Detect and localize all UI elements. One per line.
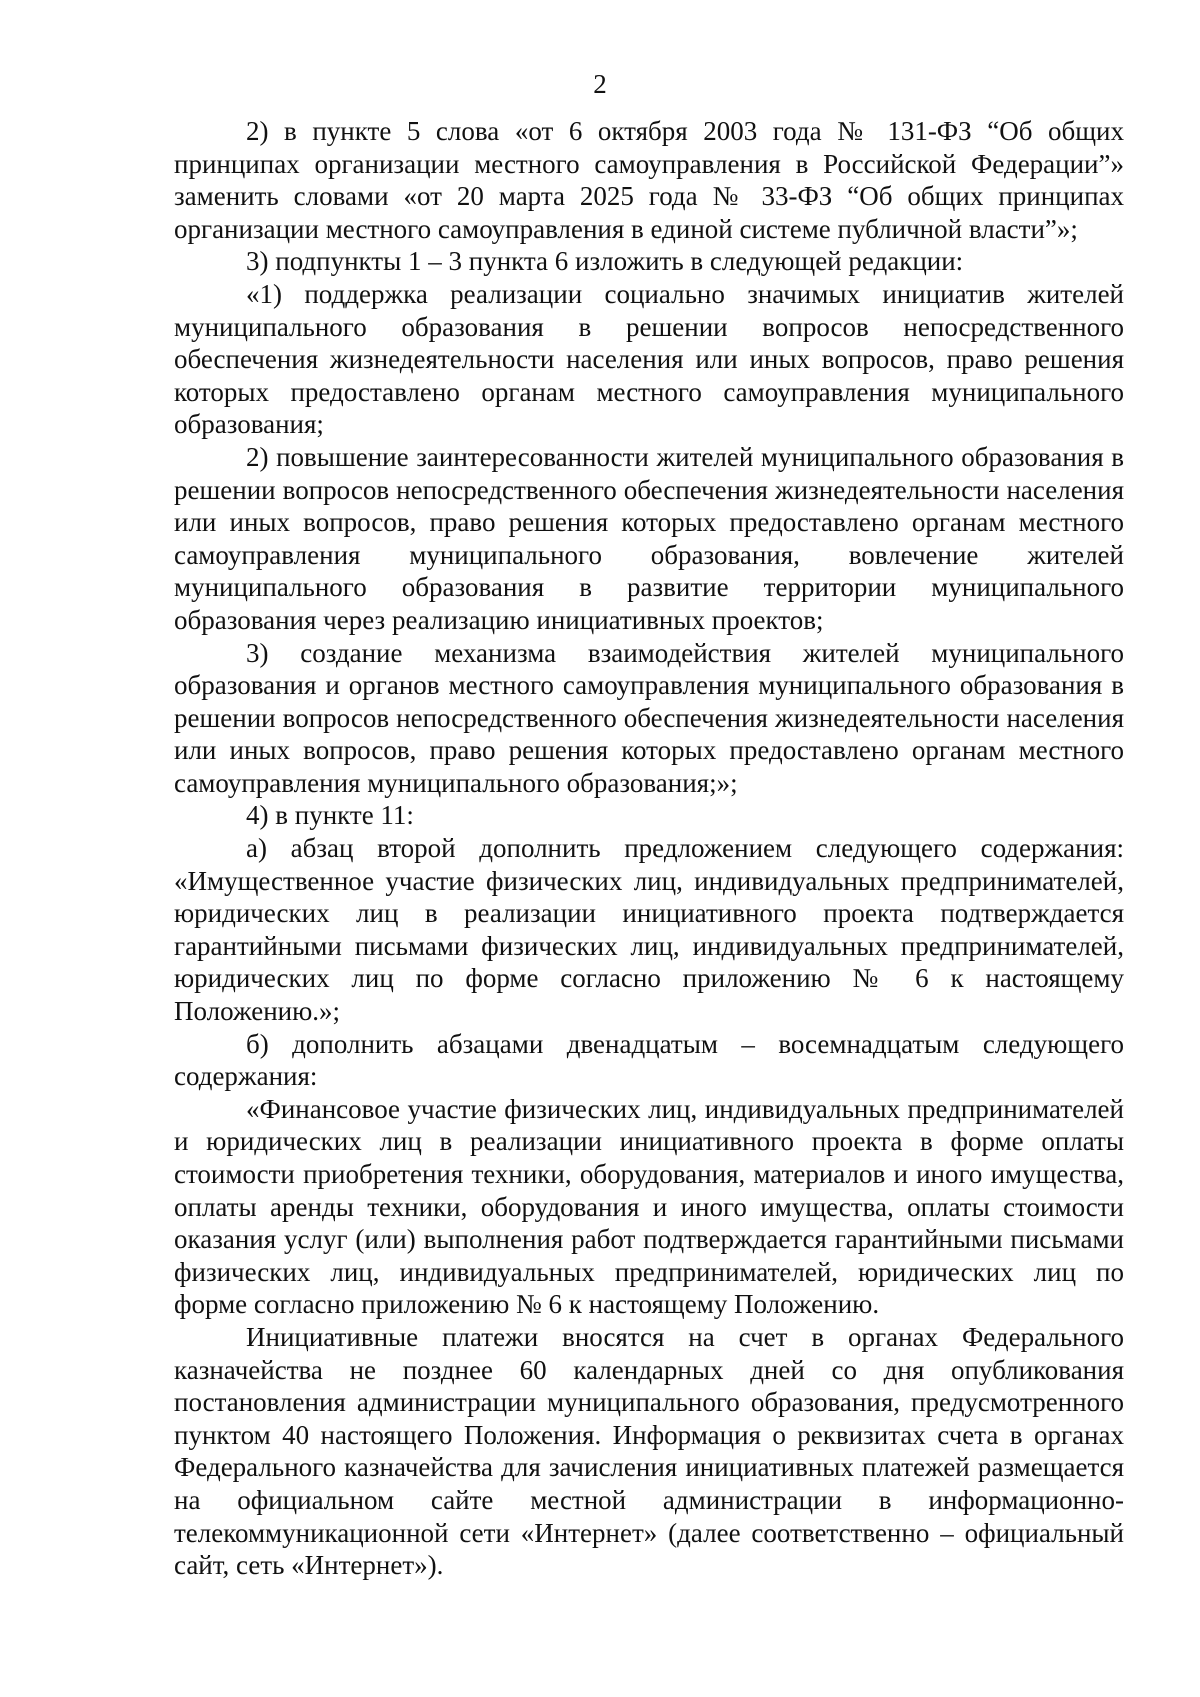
paragraph-financial-participation: «Финансовое участие физических лиц, индивидуальных предпринимателей и юридических лиц в реализации инициативного проекта в форме оплаты стоимости приобретения техники, оборудования, материалов и иного имущества, оплаты аренды техники, оборудования и иного имущества, оплаты стоимости оказания услуг (или) выполнения работ подтверждается гарантийными письмами физических лиц, индивидуальных предпринимателей, юридических лиц по форме согласно приложению № 6 к настоящему Положению. — [174, 1093, 1124, 1320]
page-number: 2 — [593, 69, 607, 99]
paragraph-item-4: 4) в пункте 11: — [246, 800, 414, 831]
paragraph-subitem-b: б) дополнить абзацами двенадцатым – восемнадцатым следующего содержания: — [174, 1028, 1124, 1092]
paragraph-item-3: 3) подпункты 1 – 3 пункта 6 изложить в следующей редакции: — [246, 246, 964, 277]
paragraph-item-2: 2) в пункте 5 слова «от 6 октября 2003 года № 131-ФЗ “Об общих принципах организации местного самоуправления в Российской Федерации”» заменить словами «от 20 марта 2025 года № 33-ФЗ “Об общих принципах организации местного самоуправления в единой системе публичной власти”»; — [174, 116, 1124, 244]
paragraph-subitem-2: 2) повышение заинтересованности жителей муниципального образования в решении вопросов непосредственного обеспечения жизнедеятельности населения или иных вопросов, право решения которых предоставлено органам местного самоуправления муниципального образования, вовлечение жителей муниципального образования в развитие территории муниципального образования через реализацию инициативных проектов; — [174, 441, 1124, 635]
paragraph-initiative-payments: Инициативные платежи вносятся на счет в органах Федерального казначейства не позднее 60 календарных дней со дня опубликования постановления администрации муниципального образования, предусмотренного пунктом 40 настоящего Положения. Информация о реквизитах счета в органах Федерального казначейства для зачисления инициативных платежей размещается на официальном сайте местной администрации в информационно-телекоммуникационной сети «Интернет» (далее соответственно – официальный сайт, сеть «Интернет»). — [174, 1321, 1124, 1581]
paragraph-subitem-1: «1) поддержка реализации социально значимых инициатив жителей муниципального образования в решении вопросов непосредственного обеспечения жизнедеятельности населения или иных вопросов, право решения которых предоставлено органам местного самоуправления муниципального образования; — [174, 278, 1124, 440]
paragraph-subitem-3: 3) создание механизма взаимодействия жителей муниципального образования и органов местного самоуправления муниципального образования в решении вопросов непосредственного обеспечения жизнедеятельности населения или иных вопросов, право решения которых предоставлено органам местного самоуправления муниципального образования;»; — [174, 637, 1124, 798]
paragraph-subitem-a: а) абзац второй дополнить предложением следующего содержания: «Имущественное участие физических лиц, индивидуальных предпринимателей, юридических лиц в реализации инициативного проекта подтверждается гарантийными письмами физических лиц, индивидуальных предпринимателей, юридических лиц по форме согласно приложению № 6 к настоящему Положению.»; — [174, 833, 1124, 1027]
document-body — [174, 115, 1124, 1582]
